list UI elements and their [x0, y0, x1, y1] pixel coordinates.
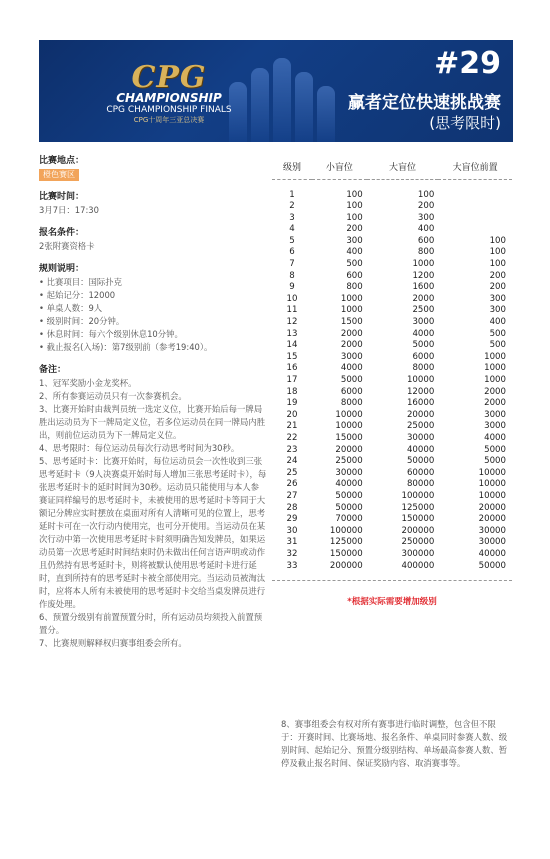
ante-cell: 1000: [484, 363, 506, 374]
small-blind-cell: 300: [346, 235, 363, 246]
level-cell: 31: [286, 537, 298, 548]
blind-row: [272, 363, 512, 375]
big-blind-cell: 8000: [412, 363, 435, 374]
ante-cell: [438, 224, 512, 236]
small-blind-cell: 200000: [329, 560, 363, 571]
small-blind-cell: 400: [346, 247, 363, 258]
big-blind-cell: 40000: [406, 444, 435, 455]
blind-row: [272, 201, 512, 213]
ante-cell: 3000: [484, 421, 506, 432]
level-cell: 6: [289, 247, 295, 258]
level-cell: 24: [286, 456, 298, 467]
rule-item: • 级别时间：20分钟。: [39, 315, 267, 328]
ante-cell: 50000: [478, 560, 506, 571]
level-cell: 33: [286, 560, 298, 571]
ante-cell: 400: [489, 317, 506, 328]
small-blind-cell: 4000: [340, 363, 363, 374]
blind-row: [272, 503, 512, 515]
big-blind-cell: 60000: [406, 467, 435, 478]
note-item: 7、比赛规则解释权归赛事组委会所有。: [39, 638, 187, 648]
ante-cell: 30000: [478, 525, 506, 536]
level-cell: 22: [286, 432, 298, 443]
ante-cell: 4000: [484, 432, 506, 443]
ante-cell: 20000: [478, 502, 506, 513]
level-cell: 7: [289, 259, 295, 270]
note-item: 5、思考延时卡：比赛开始时，每位运动员会一次性收到三张思考延时卡（9人决赛桌开始时每人增加三张思考延时卡），每张思考延时卡的延时时间为30秒。运动员只能使用与本人参赛证同样编号的思考延时卡，未被使用的思考延时卡等同于大额记分牌应实时摆放在桌面对所有人清晰可见的位置上，思考延时卡可在一次行动内使用完，也可分开使用。当运动员在某次行动中第一次使用思考延时卡时须明确告知发牌员，如果运动员第一次思考延时时间结束时仍未做出任何言语声明或动作且仍然持有思考延时卡，则将被默认使用思考延时卡进行延时，直到所持有的思考延时卡被全部使用完。当运动员被淘汰时，应将本人所有未被使用的思考延时卡交给当桌发牌员进行作废处理。: [39, 456, 267, 609]
big-blind-cell: 300: [417, 212, 435, 223]
ante-cell: 500: [489, 328, 506, 339]
big-blind-cell: 4000: [412, 328, 435, 339]
small-blind-cell: 500: [346, 259, 363, 270]
small-blind-cell: 125000: [329, 537, 363, 548]
level-cell: 28: [286, 502, 298, 513]
big-blind-cell: 50000: [406, 456, 435, 467]
small-blind-cell: 10000: [335, 421, 363, 432]
small-blind-cell: 100: [346, 201, 363, 212]
big-blind-cell: 2500: [412, 305, 435, 316]
level-cell: 2: [289, 201, 295, 212]
small-blind-cell: 100: [346, 212, 363, 223]
ante-cell: 10000: [478, 479, 506, 490]
blind-row: [272, 491, 512, 503]
blind-row: [272, 271, 512, 283]
level-cell: 16: [286, 363, 298, 374]
rule-item: • 休息时间：每六个级别休息10分钟。: [39, 328, 267, 341]
blind-row: [272, 537, 512, 549]
logo-sub-text: CHAMPIONSHIP: [116, 91, 222, 105]
blind-row: [272, 224, 512, 236]
small-blind-cell: 200: [346, 224, 363, 235]
blind-row: [272, 387, 512, 399]
blind-row: [272, 247, 512, 259]
ante-cell: [438, 201, 512, 213]
event-banner: [39, 40, 513, 142]
ante-cell: 100: [489, 235, 506, 246]
ante-cell: 10000: [478, 490, 506, 501]
level-cell: 21: [286, 421, 298, 432]
blind-row: [272, 456, 512, 468]
blind-row: [272, 213, 512, 225]
big-blind-cell: 125000: [401, 502, 435, 513]
big-blind-cell: 800: [417, 247, 435, 258]
big-blind-cell: 1000: [412, 259, 435, 270]
big-blind-cell: 10000: [406, 375, 435, 385]
logo-cn-text: CPG十周年三亚总决赛: [133, 116, 205, 124]
logo-finals-text: CPG CHAMPIONSHIP FINALS: [106, 105, 232, 115]
note-item: 4、思考限时：每位运动员每次行动思考时间为30秒。: [39, 443, 240, 453]
small-blind-cell: 5000: [340, 375, 363, 385]
small-blind-cell: 100000: [329, 525, 363, 536]
ante-cell: 200: [489, 282, 506, 293]
blind-row: [272, 549, 512, 561]
small-blind-cell: 3000: [340, 351, 363, 362]
blind-row: [272, 259, 512, 271]
level-cell: 10: [286, 293, 298, 304]
blind-row: [272, 340, 512, 352]
small-blind-cell: 10000: [335, 409, 363, 420]
note-item: 1、冠军奖励小金龙奖杯。: [39, 378, 137, 388]
increase-level-note: *根据实际需要增加级别: [347, 597, 437, 608]
ante-cell: 1000: [484, 351, 506, 362]
small-blind-cell: 8000: [340, 398, 363, 409]
small-blind-cell: 1000: [340, 293, 363, 304]
ante-cell: 2000: [484, 398, 506, 409]
small-blind-cell: 2000: [340, 340, 363, 351]
ante-cell: 100: [489, 247, 506, 258]
blind-row: [272, 445, 512, 457]
notes-label: 备注：: [39, 365, 67, 375]
big-blind-cell: 250000: [401, 537, 435, 548]
small-blind-cell: 6000: [340, 386, 363, 397]
big-blind-cell: 6000: [412, 351, 435, 362]
level-cell: 26: [286, 479, 298, 490]
big-blind-cell: 400000: [401, 560, 435, 571]
blind-row: [272, 410, 512, 422]
small-blind-cell: 25000: [335, 456, 363, 467]
big-blind-cell: 150000: [401, 514, 435, 525]
blind-row: [272, 317, 512, 329]
level-cell: 11: [286, 305, 298, 316]
big-blind-cell: 400: [417, 224, 435, 235]
small-blind-cell: 50000: [335, 502, 363, 513]
level-cell: 17: [286, 375, 298, 385]
small-blind-cell: 30000: [335, 467, 363, 478]
big-blind-cell: 1600: [412, 282, 435, 293]
blind-table: [272, 155, 512, 572]
blind-row: [272, 375, 512, 387]
ante-cell: 20000: [478, 514, 506, 525]
small-blind-cell: 20000: [335, 444, 363, 455]
small-blind-cell: 150000: [329, 548, 363, 559]
header-small-blind: 小盲位: [312, 155, 367, 179]
level-cell: 32: [286, 548, 298, 559]
big-blind-cell: 30000: [406, 432, 435, 443]
big-blind-cell: 3000: [412, 317, 435, 328]
blind-row: [272, 305, 512, 317]
level-cell: 8: [289, 270, 295, 281]
level-cell: 12: [286, 317, 298, 328]
ante-cell: [438, 213, 512, 225]
big-blind-cell: 5000: [412, 340, 435, 351]
small-blind-cell: 600: [346, 270, 363, 281]
rule-8-text: 8、赛事组委会有权对所有赛事进行临时调整，包含但不限于：开赛时间、比赛场地、报名条件、单桌同时参赛人数、级别时间、起始记分、预置分级别结构、单场最高参赛人数、暂停及截止报名时间、保证奖励内容、取消赛事等。: [281, 719, 508, 768]
blind-row: [272, 398, 512, 410]
notes-list: [39, 377, 267, 650]
logo-main-text: CPG: [131, 60, 207, 95]
blind-row: [272, 352, 512, 364]
level-cell: 27: [286, 490, 298, 501]
rules-label: 规则说明：: [39, 264, 85, 274]
blind-structure: [272, 155, 512, 607]
big-blind-cell: 12000: [406, 386, 435, 397]
level-cell: 3: [289, 212, 295, 223]
header-big-blind: 大盲位: [367, 155, 439, 179]
ante-cell: 100: [489, 259, 506, 270]
signup-label: 报名条件：: [39, 228, 85, 238]
ante-cell: 300: [489, 305, 506, 316]
blind-row: [272, 479, 512, 491]
small-blind-cell: 800: [346, 282, 363, 293]
blind-row: [272, 526, 512, 538]
small-blind-cell: 2000: [340, 328, 363, 339]
blind-row: [272, 514, 512, 526]
cpg-logo: [94, 60, 244, 125]
rule-item: • 截止报名(入场)：第7级别前（参考19:40）。: [39, 341, 267, 354]
big-blind-cell: 100000: [401, 490, 435, 501]
rule-item: • 起始记分：12000: [39, 289, 267, 302]
time-label: 比赛时间：: [39, 192, 85, 202]
big-blind-cell: 600: [417, 235, 435, 246]
blind-row: [272, 433, 512, 445]
rules-list: [39, 276, 267, 354]
big-blind-cell: 2000: [412, 293, 435, 304]
level-cell: 30: [286, 525, 298, 536]
venue-label: 比赛地点：: [39, 156, 85, 166]
blind-row: [272, 236, 512, 248]
level-cell: 25: [286, 467, 298, 478]
level-cell: 15: [286, 351, 298, 362]
ante-cell: 5000: [484, 444, 506, 455]
level-cell: 13: [286, 328, 298, 339]
ante-cell: 5000: [484, 456, 506, 467]
small-blind-cell: 40000: [335, 479, 363, 490]
big-blind-cell: 100: [417, 189, 435, 200]
ante-cell: 30000: [478, 537, 506, 548]
blind-row: [272, 561, 512, 573]
blind-row: [272, 179, 512, 201]
big-blind-cell: 80000: [406, 479, 435, 490]
event-info: [39, 155, 267, 650]
level-cell: 29: [286, 514, 298, 525]
level-cell: 1: [289, 189, 295, 200]
blind-row: [272, 294, 512, 306]
level-cell: 5: [289, 235, 295, 246]
big-blind-cell: 200000: [401, 525, 435, 536]
note-item: 3、比赛开始时由裁判员统一选定义位，比赛开始后每一牌局胜出运动员为下一牌局定义位，若多位运动员在同一牌局内胜出，则前位运动员为下一牌局定义位。: [39, 404, 266, 440]
blind-row: [272, 468, 512, 480]
big-blind-cell: 25000: [406, 421, 435, 432]
ante-cell: 10000: [478, 467, 506, 478]
level-cell: 20: [286, 409, 298, 420]
note-item: 6、预置分级别有前置预置分时，所有运动员均须投入前置预置分。: [39, 612, 263, 635]
small-blind-cell: 1500: [340, 317, 363, 328]
ante-cell: 3000: [484, 409, 506, 420]
level-cell: 18: [286, 386, 298, 397]
rule-item: • 单桌人数：9人: [39, 302, 267, 315]
header-ante: 大盲位前置: [438, 155, 512, 179]
big-blind-cell: 1200: [412, 270, 435, 281]
venue-badge: 橙色赛区: [39, 169, 79, 181]
small-blind-cell: 1000: [340, 305, 363, 316]
blind-row: [272, 421, 512, 433]
level-cell: 4: [289, 224, 295, 235]
ante-cell: 200: [489, 270, 506, 281]
big-blind-cell: 200: [417, 201, 435, 212]
level-cell: 14: [286, 340, 298, 351]
blind-row: [272, 282, 512, 294]
rule-item: • 比赛项目：国际扑克: [39, 276, 267, 289]
ante-cell: 500: [489, 340, 506, 351]
ante-cell: 40000: [478, 548, 506, 559]
event-title: 赢者定位快速挑战赛: [348, 93, 501, 113]
blind-row: [272, 329, 512, 341]
small-blind-cell: 70000: [335, 514, 363, 525]
big-blind-cell: 16000: [406, 398, 435, 409]
level-cell: 9: [289, 282, 295, 293]
big-blind-cell: 20000: [406, 409, 435, 420]
level-cell: 23: [286, 444, 298, 455]
city-skyline-image: [229, 58, 349, 142]
event-number: #29: [434, 46, 501, 81]
note-item: 2、所有参赛运动员只有一次参赛机会。: [39, 391, 187, 401]
ante-cell: 300: [489, 293, 506, 304]
signup-value: 2张附赛资格卡: [39, 241, 95, 251]
small-blind-cell: 15000: [335, 432, 363, 443]
time-value: 3月7日：17:30: [39, 205, 99, 215]
header-level: 级别: [272, 155, 312, 179]
ante-cell: 1000: [484, 375, 506, 385]
small-blind-cell: 50000: [335, 490, 363, 501]
ante-cell: 2000: [484, 386, 506, 397]
ante-cell: [438, 179, 512, 201]
event-subtitle: (思考限时): [429, 114, 501, 132]
level-cell: 19: [286, 398, 298, 409]
big-blind-cell: 300000: [401, 548, 435, 559]
small-blind-cell: 100: [346, 189, 363, 200]
